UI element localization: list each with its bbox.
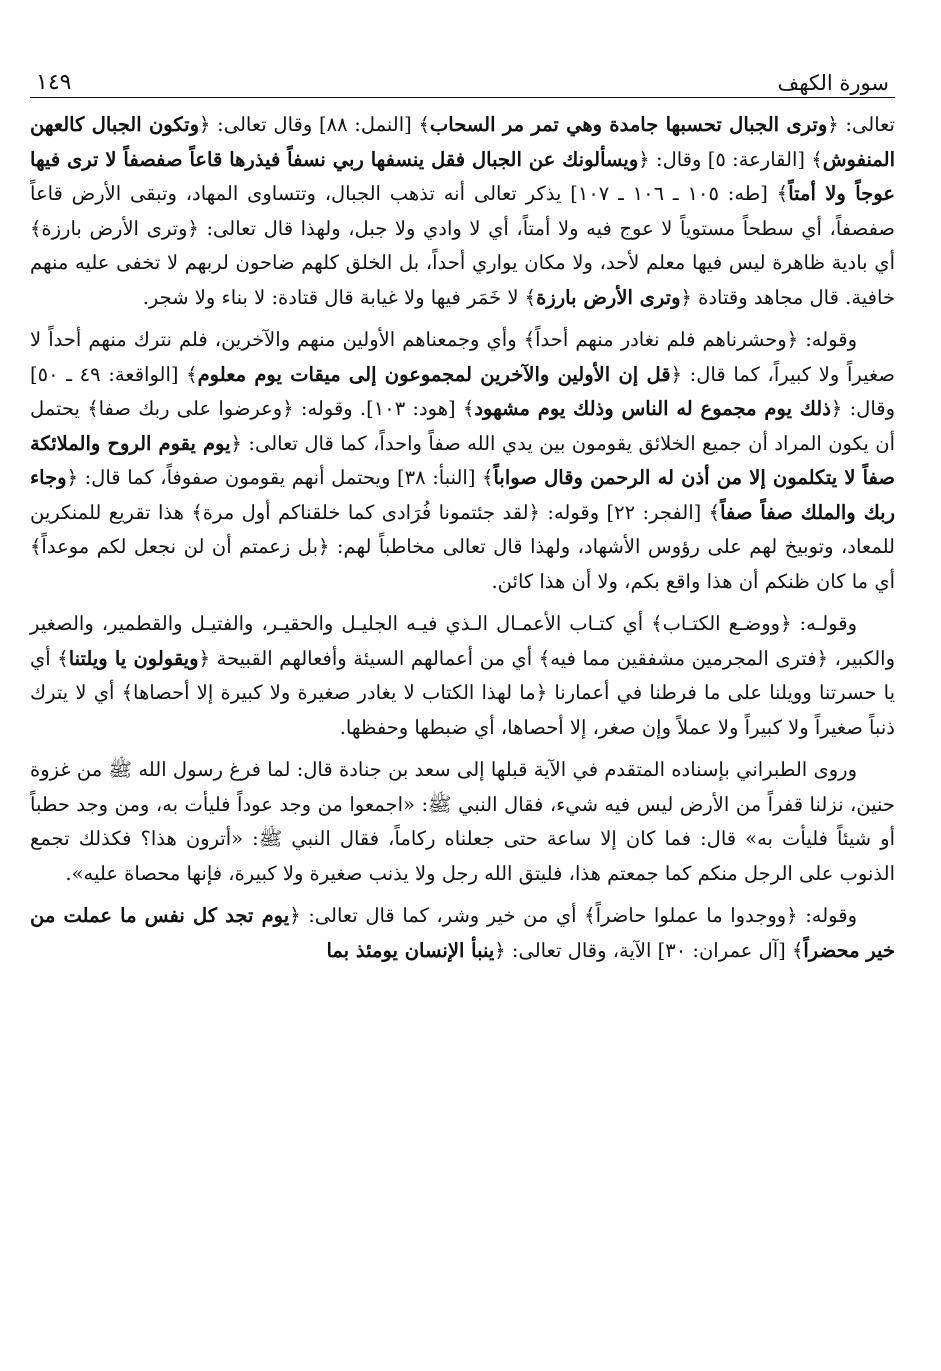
body-text: وقوله: ﴿ووجدوا ما عملوا حاضراً﴾ أي من خير وشر، كما قال تعالى: ﴿	[289, 904, 857, 927]
body-text: ﴾ لا خَمَر فيها ولا غيابة قال قتادة: لا بناء ولا شجر.	[142, 285, 537, 309]
body-text: ﴾ [آل عمران: ٣٠] الآية، وقال تعالى: ﴿	[494, 938, 804, 962]
body-text: ﴾ [النبأ: ٣٨] ويحتمل أنهم يقومون صفوفاً، كما قال: ﴿	[66, 466, 494, 489]
page-number: ١٤٩	[36, 70, 72, 95]
quran-verse-text: ويسألونك عن الجبال فقل ينسفها ربي نسفاً فيذرها قاعاً صفصفاً لا ترى فيها عوجاً ولا أمتاً	[30, 147, 895, 205]
paragraph	[30, 753, 895, 891]
body-text: ﴾ [الفجر: ٢٢] وقوله: ﴿لقد جئتمونا فُرَادى كما خلقناكم أول مرة﴾ هذا تقريع للمنكرين للمعاد، وتوبيخ لهم على رؤوس الأشهاد، ولهذا قال تعالى مخاطباً لهم: ﴿بل زعمتم أن لن نجعل لكم موعداً﴾ أي ما كان ظنكم أن هذا واقع بكم، ولا أن هذا كائن.	[30, 500, 895, 593]
page-body	[30, 108, 895, 968]
quran-verse-text: وترى الجبال تحسبها جامدة وهي تمر مر السحاب	[429, 113, 828, 136]
quran-verse-text: وتكون الجبال كالعهن المنفوش	[30, 113, 895, 171]
quran-verse-text: يوم تجد كل نفس ما عملت من خير محضراً	[30, 904, 895, 962]
book-page	[30, 55, 895, 1355]
body-text: ﴾ [القارعة: ٥] وقال: ﴿	[638, 147, 823, 171]
surah-title: سورة الكهف	[777, 71, 889, 95]
paragraph	[30, 607, 895, 745]
body-text: ﴾ [الواقعة: ٤٩ ـ ٥٠] وقال: ﴿	[30, 362, 896, 420]
body-text: ﴾ [طه: ١٠٥ ـ ١٠٦ ـ ١٠٧] يذكر تعالى أنه تذهب الجبال، وتتساوى المهاد، وتبقى الأرض قاعاً صفصفاً، أي سطحاً مستوياً لا عوج فيه ولا أمتاً، أي لا وادي ولا جبل، ولهذا قال تعالى: ﴿وترى الأرض بارزة﴾ أي بادية ظاهرة ليس فيها معلم لأحد، ولا مكان يواري أحداً، بل الخلق كلهم ضاحون لربهم لا تخفى عليه منهم خافية. قال مجاهد وقتادة ﴿	[30, 182, 895, 309]
running-header	[30, 55, 895, 98]
body-text: ﴾ [هود: ١٠٣]. وقوله: ﴿وعرضوا على ربك صفا﴾ يحتمل أن يكون المراد أن جميع الخلائق يقومون بين يدي الله صفاً واحداً، كما قال تعالى: ﴿	[30, 397, 895, 455]
quran-verse-text: ذلك يوم مجموع له الناس وذلك يوم مشهود	[474, 397, 831, 420]
body-text: ﴾ أي يا حسرتنا وويلنا على ما فرطنا في أعمارنا ﴿ما لهذا الكتاب لا يغادر صغيرة ولا كبيرة إلا أحصاها﴾ أي لا يترك ذنباً صغيراً ولا كبيراً ولا عملاً وإن صغر، إلا أحصاها، أي ضبطها وحفظها.	[30, 646, 895, 739]
body-text: ﴾ [النمل: ٨٨] وقال تعالى: ﴿	[198, 113, 430, 136]
quran-verse-text: قل إن الأولين والآخرين لمجموعون إلى ميقات يوم معلوم	[197, 362, 671, 386]
quran-verse-text: وجاء ربك والملك صفاً صفاً	[30, 466, 895, 524]
paragraph	[30, 108, 895, 315]
body-text: وروى الطبراني بإسناده المتقدم في الآية قبلها إلى سعد بن جنادة قال: لما فرغ رسول الله ﷺ من غزوة حنين، نزلنا قفراً من الأرض ليس فيه شيء، فقال النبي ﷺ: «اجمعوا من وجد عوداً فليأت به، ومن وجد حطباً أو شيئاً فليأت به» قال: فما كان إلا ساعة حتى جعلناه ركاماً، فقال النبي ﷺ: «أترون هذا؟ فكذلك تجمع الذنوب على الرجل منكم كما جمعتم هذا، فليتق الله رجل ولا يذنب صغيرة ولا كبيرة، فإنها محصاة عليه».	[30, 758, 895, 885]
quran-verse-text: وترى الأرض بارزة	[536, 285, 681, 309]
quran-verse-text: يوم يقوم الروح والملائكة صفاً لا يتكلمون إلا من أذن له الرحمن وقال صواباً	[30, 431, 895, 489]
body-text: تعالى: ﴿	[827, 113, 895, 136]
paragraph	[30, 899, 895, 968]
paragraph	[30, 323, 895, 599]
body-text: وقولـه: ﴿ووضـع الكتـاب﴾ أي كتـاب الأعمـال الـذي فيـه الجليـل والحقيـر، والفتيـل والقطمير، والصغير والكبير، ﴿فترى المجرمين مشفقين مما فيه﴾ أي من أعمالهم السيئة وأفعالهم القبيحة ﴿	[30, 612, 896, 670]
body-text: وقوله: ﴿وحشرناهم فلم نغادر منهم أحداً﴾ وأي وجمعناهم الأولين منهم والآخرين، فلم نترك منهم أحداً لا صغيراً ولا كبيراً، كما قال: ﴿	[30, 328, 895, 386]
quran-verse-text: ينبأ الإنسان يومئذ بما	[326, 938, 495, 962]
quran-verse-text: ويقولون يا ويلتنا	[68, 646, 199, 670]
